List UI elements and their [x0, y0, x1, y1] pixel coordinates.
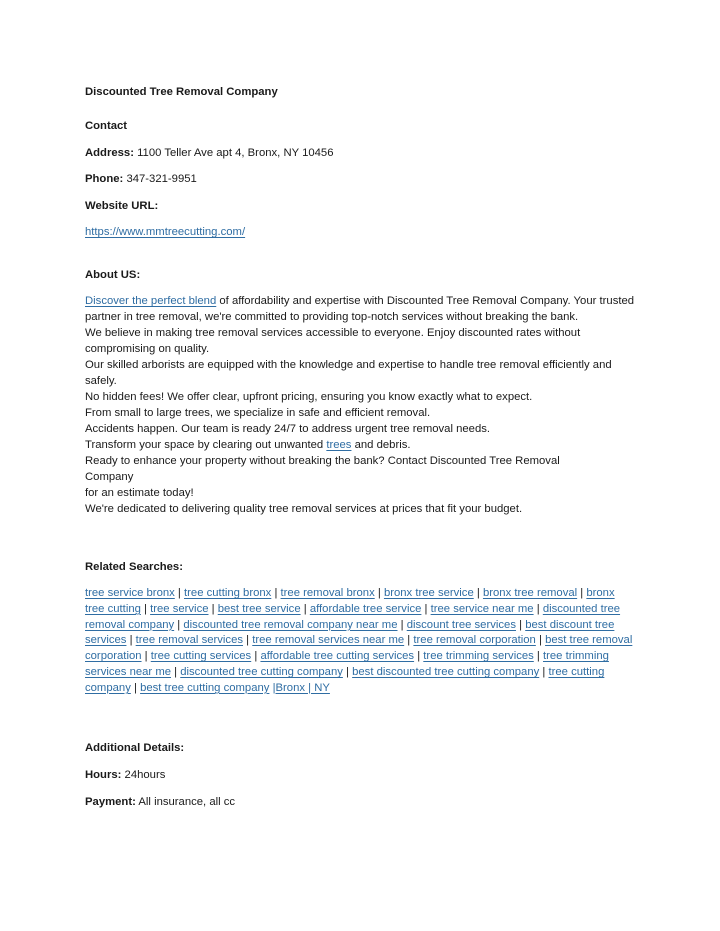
link-separator: |	[421, 602, 431, 615]
hours-line	[85, 767, 165, 783]
about-paragraph: Discover the perfect blend of affordability and expertise with Discounted Tree Removal Company. Your trusted partner in tree removal, we're committed to providing top-notch services without breaking the bank.	[85, 295, 635, 323]
link-separator: |	[533, 602, 543, 615]
contact-heading: Contact	[85, 120, 128, 132]
related-search-link[interactable]: best tree service	[217, 602, 301, 615]
payment-label: Payment:	[85, 796, 136, 808]
related-search-link[interactable]: tree cutting bronx	[184, 587, 272, 599]
link-separator: |	[539, 665, 549, 678]
website-line	[85, 224, 245, 240]
address-value: 1100 Teller Ave apt 4, Bronx, NY 10456	[137, 147, 334, 159]
link-separator: |	[577, 587, 587, 599]
link-separator: |	[397, 618, 407, 631]
phone-value: 347-321-9951	[126, 173, 197, 185]
payment-value: All insurance, all cc	[138, 796, 236, 808]
link-separator: |	[243, 634, 253, 647]
related-search-link[interactable]: best discount tree services	[85, 618, 615, 647]
about-body	[85, 293, 635, 517]
link-separator: |	[404, 634, 414, 647]
about-paragraph: We're dedicated to delivering quality tree removal services at prices that fit your budget.	[85, 503, 523, 515]
hours-label: Hours:	[85, 769, 122, 781]
related-search-link[interactable]: tree removal services	[135, 634, 244, 647]
phone-line	[85, 171, 197, 187]
link-separator: |	[141, 650, 151, 663]
about-paragraph: Accidents happen. Our team is ready 24/7 to address urgent tree removal needs.	[85, 423, 491, 435]
about-paragraph: No hidden fees! We offer clear, upfront pricing, ensuring you know exactly what to expect.	[85, 391, 533, 403]
related-search-link[interactable]: tree service near me	[430, 602, 534, 615]
link-separator: |	[171, 665, 181, 678]
link-separator: |	[174, 587, 185, 599]
link-separator: |	[515, 618, 526, 631]
link-separator: |	[414, 650, 424, 663]
related-search-link[interactable]: best tree cutting company	[140, 681, 270, 694]
company-title: Discounted Tree Removal Company	[85, 86, 278, 98]
about-paragraph: for an estimate today!	[85, 487, 194, 499]
phone-label: Phone:	[85, 173, 124, 185]
about-paragraph: We believe in making tree removal services accessible to everyone. Enjoy discounted rates without compromising on quality.	[85, 327, 581, 355]
related-search-link[interactable]: tree service bronx	[85, 587, 175, 599]
link-separator: |	[251, 650, 261, 663]
about-paragraph: Transform your space by clearing out unwanted trees and debris.	[85, 439, 411, 451]
address-line	[85, 145, 333, 161]
link-separator: |	[374, 587, 384, 599]
link-separator: |	[271, 587, 281, 599]
related-search-link[interactable]: discounted tree removal company near me	[183, 618, 398, 631]
related-search-link[interactable]: discounted tree cutting company	[180, 665, 343, 678]
discover-link[interactable]: Discover the perfect blend	[85, 295, 217, 307]
related-search-link[interactable]: affordable tree cutting services	[260, 650, 415, 663]
link-separator: |	[126, 634, 136, 647]
link-separator: |	[140, 602, 151, 615]
related-search-link[interactable]: discounted tree removal company	[85, 602, 621, 631]
related-search-link[interactable]: tree cutting services	[150, 650, 252, 663]
link-separator: |	[300, 602, 310, 615]
link-separator: |	[174, 618, 184, 631]
additional-heading: Additional Details:	[85, 742, 185, 754]
related-search-link[interactable]: bronx tree cutting	[85, 587, 615, 615]
hours-value: 24hours	[124, 769, 166, 781]
about-paragraph: Company	[85, 471, 134, 483]
related-links	[85, 586, 635, 697]
related-search-link[interactable]: tree service	[150, 602, 209, 615]
link-separator: |	[208, 602, 218, 615]
related-search-link[interactable]: tree trimming services	[423, 650, 534, 663]
related-search-link[interactable]: tree trimming services near me	[85, 650, 609, 678]
link-separator: |	[533, 650, 543, 663]
about-heading: About US:	[85, 269, 141, 281]
payment-line	[85, 794, 235, 810]
related-search-link[interactable]: affordable tree service	[309, 602, 422, 615]
related-search-link[interactable]: tree removal services near me	[252, 634, 405, 647]
related-search-link[interactable]: |Bronx | NY	[272, 681, 330, 694]
link-separator: |	[130, 681, 141, 694]
related-search-link[interactable]: tree removal bronx	[280, 587, 375, 599]
related-heading: Related Searches:	[85, 561, 183, 573]
about-paragraph: From small to large trees, we specialize in safe and efficient removal.	[85, 407, 431, 419]
about-paragraph: Our skilled arborists are equipped with the knowledge and expertise to handle tree removal efficiently and safely.	[85, 359, 612, 387]
related-search-link[interactable]: best discounted tree cutting company	[352, 665, 540, 678]
related-search-link[interactable]: tree removal corporation	[413, 634, 536, 647]
address-label: Address:	[85, 147, 134, 159]
related-search-link[interactable]: tree cutting company	[85, 665, 605, 694]
related-search-link[interactable]: bronx tree service	[383, 587, 474, 599]
trees-link[interactable]: trees	[326, 439, 352, 451]
link-separator: |	[535, 634, 546, 647]
related-search-link[interactable]: discount tree services	[406, 618, 516, 631]
website-label: Website URL:	[85, 200, 159, 212]
link-separator: |	[473, 587, 483, 599]
about-paragraph: Ready to enhance your property without breaking the bank? Contact Discounted Tree Removal	[85, 455, 560, 467]
related-search-link[interactable]: bronx tree removal	[482, 587, 578, 599]
link-separator: |	[342, 665, 353, 678]
related-search-link[interactable]: best tree removal corporation	[85, 634, 633, 663]
website-link[interactable]: https://www.mmtreecutting.com/	[85, 226, 246, 238]
